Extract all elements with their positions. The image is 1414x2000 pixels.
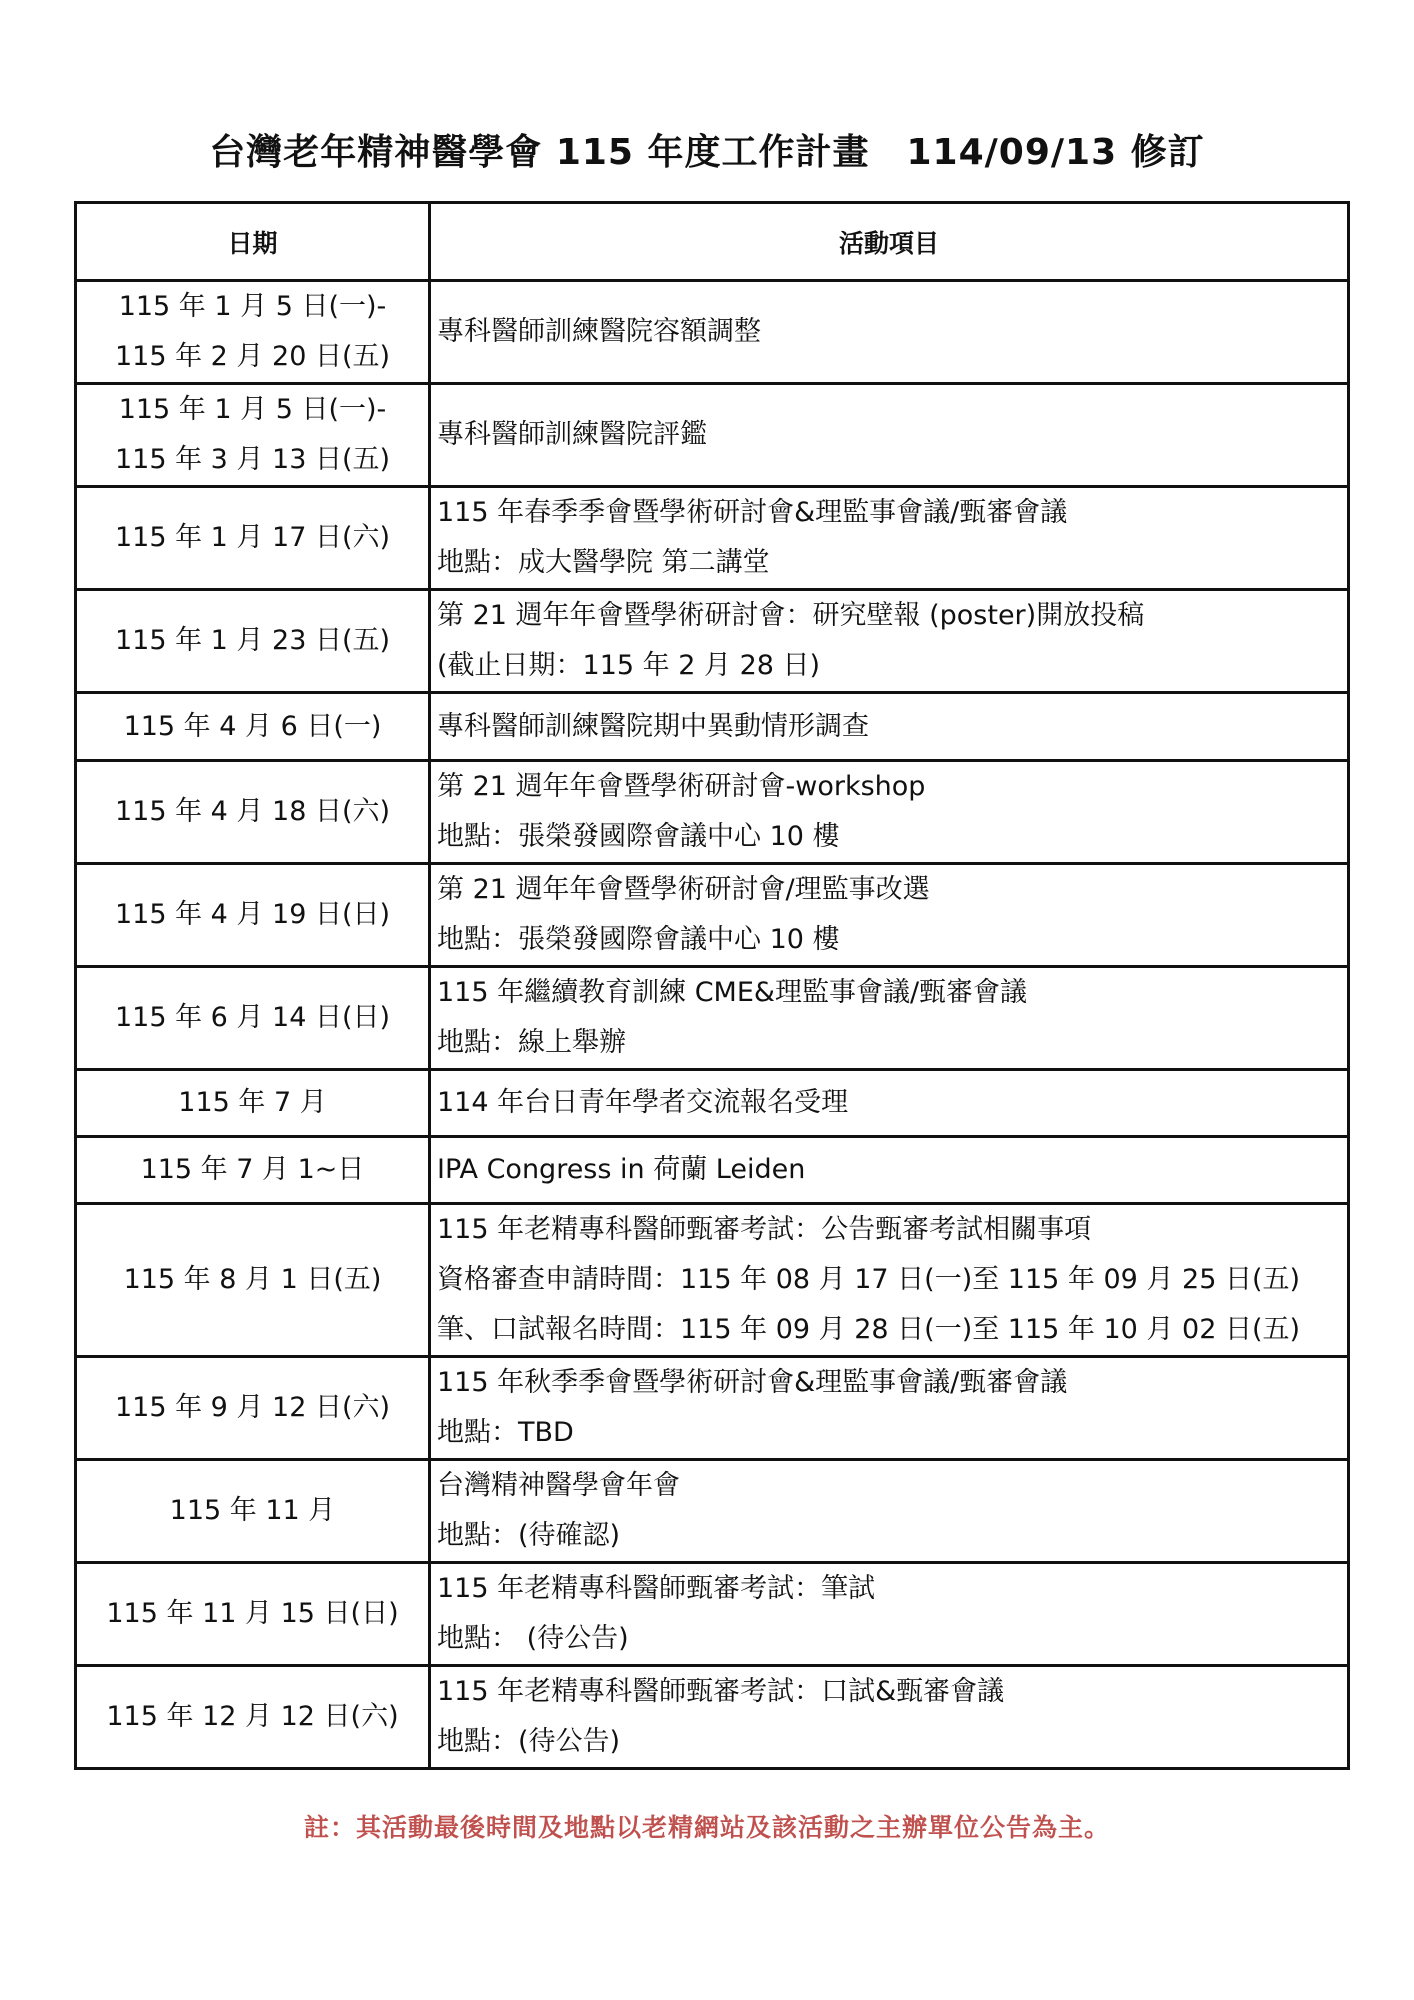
table-row — [76, 590, 1349, 693]
date-line: 115 年 2 月 20 日(五) — [114, 341, 391, 372]
activity-line: 115 年秋季季會暨學術研討會&理監事會議/甄審會議 — [437, 1367, 1068, 1398]
activity-line: 地點：TBD — [437, 1417, 574, 1448]
activity-line: 115 年老精專科醫師甄審考試：口試&甄審會議 — [437, 1676, 1005, 1707]
date-line: 115 年 7 月 1~日 — [140, 1154, 365, 1185]
table-row — [76, 1357, 1349, 1460]
table-row — [76, 1204, 1349, 1357]
activity-line: 專科醫師訓練醫院評鑑 — [437, 419, 707, 450]
date-cell — [76, 1137, 430, 1204]
date-cell — [76, 590, 430, 693]
activity-cell — [430, 384, 1349, 487]
activity-cell — [430, 1357, 1349, 1460]
table-row — [76, 761, 1349, 864]
activity-line: 115 年老精專科醫師甄審考試：公告甄審考試相關事項 — [437, 1214, 1092, 1245]
activity-line: 114 年台日青年學者交流報名受理 — [437, 1087, 849, 1118]
activity-line: 地點：(待公告) — [437, 1726, 621, 1757]
table-row — [76, 864, 1349, 967]
activity-line: 專科醫師訓練醫院容額調整 — [437, 316, 761, 347]
activity-cell — [430, 1460, 1349, 1563]
activity-cell — [430, 864, 1349, 967]
date-cell — [76, 1070, 430, 1137]
date-line: 115 年 4 月 19 日(日) — [114, 899, 391, 930]
date-cell — [76, 384, 430, 487]
date-cell — [76, 1666, 430, 1769]
activity-cell — [430, 761, 1349, 864]
footnote: 註：其活動最後時間及地點以老精網站及該活動之主辦單位公告為主。 — [303, 1813, 1110, 1842]
table-row — [76, 1070, 1349, 1137]
page-title: 台灣老年精神醫學會 115 年度工作計畫 114/09/13 修訂 — [209, 132, 1205, 173]
date-line: 115 年 4 月 6 日(一) — [123, 710, 382, 742]
date-line: 115 年 6 月 14 日(日) — [114, 1002, 391, 1033]
table-row — [76, 1137, 1349, 1204]
activity-line: 第 21 週年年會暨學術研討會/理監事改選 — [437, 874, 930, 905]
date-line: 115 年 4 月 18 日(六) — [114, 796, 391, 827]
activity-cell — [430, 1666, 1349, 1769]
date-cell — [76, 1204, 430, 1357]
table-row — [76, 384, 1349, 487]
date-cell — [76, 864, 430, 967]
activity-cell — [430, 281, 1349, 384]
activity-cell — [430, 693, 1349, 761]
date-cell — [76, 967, 430, 1070]
date-cell — [76, 761, 430, 864]
activity-line: 資格審查申請時間：115 年 08 月 17 日(一)至 115 年 09 月 25 日(五) — [437, 1264, 1301, 1295]
date-cell — [76, 693, 430, 761]
activity-line: IPA Congress in 荷蘭 Leiden — [437, 1154, 806, 1185]
date-line: 115 年 1 月 23 日(五) — [114, 625, 391, 656]
activity-cell — [430, 1204, 1349, 1357]
activity-line: 115 年春季季會暨學術研討會&理監事會議/甄審會議 — [437, 497, 1068, 528]
activity-line: 台灣精神醫學會年會 — [437, 1470, 680, 1501]
table-row — [76, 1563, 1349, 1666]
activity-cell — [430, 487, 1349, 590]
date-line: 115 年 9 月 12 日(六) — [114, 1392, 391, 1423]
date-line: 115 年 7 月 — [178, 1087, 327, 1118]
activity-cell — [430, 967, 1349, 1070]
activity-line: 地點：張榮發國際會議中心 10 樓 — [437, 924, 840, 955]
date-cell — [76, 487, 430, 590]
date-line: 115 年 11 月 15 日(日) — [106, 1598, 399, 1629]
date-cell — [76, 1460, 430, 1563]
table-row — [76, 1460, 1349, 1563]
table-header-row — [76, 203, 1349, 281]
date-line: 115 年 1 月 5 日(一)- — [118, 394, 387, 425]
activity-line: (截止日期：115 年 2 月 28 日) — [437, 650, 821, 681]
table-row — [76, 281, 1349, 384]
activity-line: 第 21 週年年會暨學術研討會：研究壁報 (poster)開放投稿 — [437, 600, 1145, 631]
column-header-date: 日期 — [76, 203, 430, 281]
activity-line: 第 21 週年年會暨學術研討會-workshop — [437, 771, 926, 802]
activity-line: 專科醫師訓練醫院期中異動情形調查 — [437, 710, 869, 742]
activity-cell — [430, 1070, 1349, 1137]
date-cell — [76, 281, 430, 384]
date-line: 115 年 3 月 13 日(五) — [114, 444, 391, 475]
date-cell — [76, 1357, 430, 1460]
activity-line: 115 年老精專科醫師甄審考試：筆試 — [437, 1573, 876, 1604]
schedule-table — [74, 201, 1350, 1770]
activity-line: 筆、口試報名時間：115 年 09 月 28 日(一)至 115 年 10 月 02 日(五) — [437, 1314, 1301, 1345]
activity-line: 地點：成大醫學院 第二講堂 — [437, 547, 770, 578]
activity-cell — [430, 1563, 1349, 1666]
activity-line: 地點：(待確認) — [437, 1520, 621, 1551]
activity-line: 地點：張榮發國際會議中心 10 樓 — [437, 821, 840, 852]
table-row — [76, 1666, 1349, 1769]
activity-cell — [430, 590, 1349, 693]
activity-line: 115 年繼續教育訓練 CME&理監事會議/甄審會議 — [437, 977, 1028, 1008]
schedule-body — [76, 281, 1349, 1769]
activity-cell — [430, 1137, 1349, 1204]
date-line: 115 年 12 月 12 日(六) — [106, 1701, 399, 1732]
table-row — [76, 487, 1349, 590]
activity-line: 地點： (待公告) — [437, 1623, 629, 1654]
date-line: 115 年 11 月 — [169, 1495, 336, 1526]
table-row — [76, 967, 1349, 1070]
activity-line: 地點：線上舉辦 — [437, 1027, 626, 1058]
column-header-activity: 活動項目 — [430, 203, 1349, 281]
date-line: 115 年 1 月 5 日(一)- — [118, 291, 387, 322]
date-cell — [76, 1563, 430, 1666]
table-row — [76, 693, 1349, 761]
date-line: 115 年 8 月 1 日(五) — [123, 1264, 382, 1295]
date-line: 115 年 1 月 17 日(六) — [114, 522, 391, 553]
